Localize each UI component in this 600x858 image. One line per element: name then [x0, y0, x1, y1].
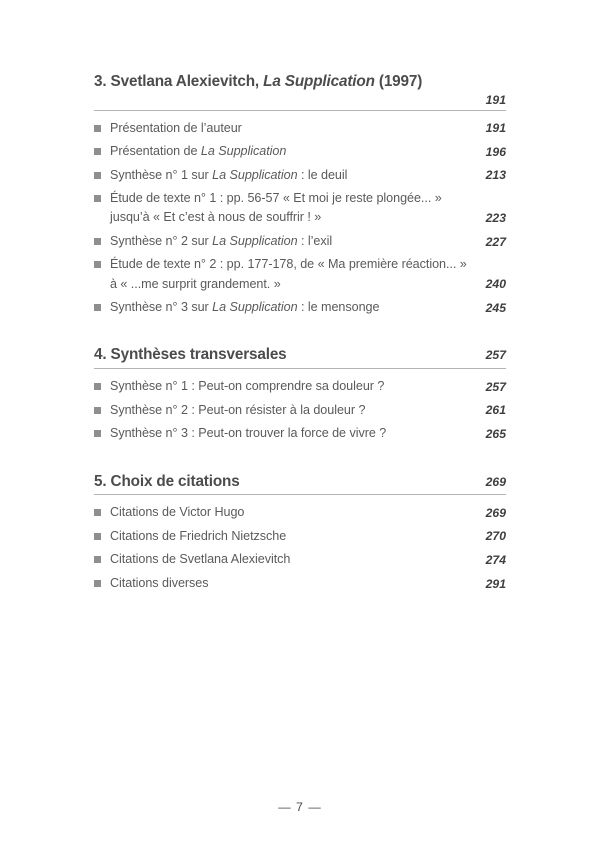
toc-entry-line — [110, 275, 467, 294]
section-title-work-title: La Supplication — [263, 73, 375, 90]
section-title-text: 3. Svetlana Alexievitch, — [94, 73, 264, 90]
section-page-number: 191 — [485, 92, 506, 107]
toc-entry-label — [110, 401, 365, 420]
toc-entry-line — [110, 401, 365, 420]
toc-entry-page-number: 274 — [485, 552, 506, 567]
entry-text-run: Citations de Svetlana Alexievitch — [110, 552, 291, 567]
toc-entry-label — [110, 550, 290, 569]
square-bullet-icon — [94, 304, 101, 311]
toc-entry[interactable] — [94, 399, 506, 423]
toc-entry[interactable] — [94, 422, 506, 446]
section-page-number: 269 — [485, 474, 506, 489]
toc-entry-left — [94, 255, 472, 293]
toc-entry[interactable] — [94, 572, 506, 596]
square-bullet-icon — [94, 172, 101, 179]
toc-entry-label — [110, 232, 332, 251]
entry-text-run: Synthèse n° 2 sur — [110, 233, 213, 248]
section-entry-list — [94, 111, 506, 320]
toc-entry-label — [110, 424, 386, 443]
square-bullet-icon — [94, 195, 101, 202]
work-title: La Supplication — [200, 144, 287, 159]
square-bullet-icon — [94, 533, 101, 540]
toc-entry-page-number: 269 — [485, 505, 506, 520]
toc-entry-left — [94, 401, 472, 420]
square-bullet-icon — [94, 238, 101, 245]
entry-text-run: à « ...me surprit grandement. » — [110, 276, 281, 291]
toc-entry[interactable] — [94, 164, 506, 188]
work-title: La Supplication — [212, 233, 298, 248]
section-heading — [94, 472, 506, 496]
section-title[interactable] — [94, 472, 240, 492]
toc-entry-line — [110, 189, 442, 208]
toc-entry-page-number: 196 — [485, 144, 506, 159]
section-entry-list — [94, 495, 506, 595]
entry-text-run: Synthèse n° 1 sur — [110, 167, 213, 182]
entry-text-run: Synthèse n° 3 sur — [110, 300, 213, 315]
toc-entry-line — [110, 119, 242, 138]
section-title-text: 5. Choix de citations — [94, 472, 240, 490]
toc-entry-left — [94, 166, 472, 185]
entry-text-run: Étude de texte n° 2 : pp. 177-178, de « Ma première réaction... » — [110, 257, 467, 272]
toc-entry[interactable] — [94, 253, 506, 296]
toc-entry-left — [94, 377, 472, 396]
square-bullet-icon — [94, 407, 101, 414]
work-title: La Supplication — [212, 167, 298, 182]
section-title[interactable] — [94, 72, 506, 92]
square-bullet-icon — [94, 430, 101, 437]
toc-section — [94, 472, 506, 596]
square-bullet-icon — [94, 383, 101, 390]
toc-entry[interactable] — [94, 296, 506, 320]
toc-entry-page-number: 265 — [485, 426, 506, 441]
toc-entry-line — [110, 298, 379, 317]
section-title-text: 4. Synthèses transversales — [94, 346, 287, 364]
section-title[interactable] — [94, 345, 287, 365]
table-of-contents — [94, 72, 506, 595]
section-heading-row — [94, 345, 506, 365]
entry-text-run: Présentation de — [110, 144, 201, 159]
toc-entry-line — [110, 424, 386, 443]
entry-text-run: : le deuil — [297, 167, 348, 182]
toc-entry-left — [94, 527, 472, 546]
toc-entry-left — [94, 119, 472, 138]
entry-text-run: Synthèse n° 1 : Peut-on comprendre sa douleur ? — [110, 379, 385, 394]
toc-entry-left — [94, 142, 472, 161]
section-heading-row — [94, 72, 506, 107]
toc-entry-label — [110, 255, 467, 293]
entry-text-run: Synthèse n° 3 : Peut-on trouver la force de vivre ? — [110, 426, 387, 441]
page-footer — [0, 800, 600, 814]
toc-entry-label — [110, 298, 379, 317]
toc-entry-line — [110, 377, 384, 396]
section-heading — [94, 72, 506, 111]
section-heading — [94, 345, 506, 369]
toc-section — [94, 72, 506, 319]
square-bullet-icon — [94, 509, 101, 516]
toc-entry[interactable] — [94, 375, 506, 399]
toc-entry-page-number: 257 — [485, 379, 506, 394]
entry-text-run: : le mensonge — [297, 300, 380, 315]
work-title: La Supplication — [212, 300, 298, 315]
toc-entry[interactable] — [94, 140, 506, 164]
entry-text-run: jusqu’à « Et c’est à nous de souffrir ! » — [110, 210, 322, 225]
toc-entry-line — [110, 550, 290, 569]
section-heading-row — [94, 472, 506, 492]
section-title-year: (1997) — [374, 73, 423, 90]
toc-entry-left — [94, 424, 472, 443]
section-entry-list — [94, 369, 506, 446]
footer-page-number: — 7 — — [278, 800, 322, 814]
toc-entry-label — [110, 142, 286, 161]
toc-entry-left — [94, 189, 472, 227]
toc-entry[interactable] — [94, 230, 506, 254]
square-bullet-icon — [94, 261, 101, 268]
toc-entry-page-number: 261 — [485, 403, 506, 418]
toc-entry-label — [110, 189, 442, 227]
toc-entry-line — [110, 255, 467, 274]
toc-entry[interactable] — [94, 187, 506, 230]
toc-entry[interactable] — [94, 525, 506, 549]
toc-entry-line — [110, 503, 244, 522]
toc-entry-line — [110, 166, 347, 185]
square-bullet-icon — [94, 556, 101, 563]
toc-entry-label — [110, 166, 347, 185]
toc-entry-page-number: 227 — [485, 234, 506, 249]
toc-entry-label — [110, 574, 209, 593]
toc-entry-line — [110, 232, 332, 251]
toc-entry-page-number: 270 — [485, 529, 506, 544]
square-bullet-icon — [94, 125, 101, 132]
entry-text-run: Citations de Victor Hugo — [110, 505, 245, 520]
toc-entry[interactable] — [94, 117, 506, 141]
toc-entry-left — [94, 503, 472, 522]
toc-entry-page-number: 223 — [485, 211, 506, 226]
entry-text-run: Synthèse n° 2 : Peut-on résister à la douleur ? — [110, 402, 366, 417]
toc-entry-left — [94, 298, 472, 317]
toc-entry-line — [110, 208, 442, 227]
section-page-number: 257 — [485, 348, 506, 363]
toc-entry-left — [94, 574, 472, 593]
toc-entry-page-number: 291 — [485, 576, 506, 591]
toc-entry-line — [110, 527, 286, 546]
entry-text-run: Citations diverses — [110, 575, 209, 590]
entry-text-run: Étude de texte n° 1 : pp. 56-57 « Et moi je reste plongée... » — [110, 191, 442, 206]
entry-text-run: Présentation de l’auteur — [110, 120, 242, 135]
toc-entry-page-number: 240 — [485, 277, 506, 292]
toc-entry-label — [110, 119, 242, 138]
toc-entry-label — [110, 377, 384, 396]
toc-entry-left — [94, 550, 472, 569]
toc-section — [94, 345, 506, 445]
square-bullet-icon — [94, 148, 101, 155]
toc-entry-left — [94, 232, 472, 251]
toc-entry-line — [110, 574, 209, 593]
entry-text-run: Citations de Friedrich Nietzsche — [110, 528, 287, 543]
toc-entry[interactable] — [94, 548, 506, 572]
toc-entry-label — [110, 527, 286, 546]
toc-entry-page-number: 245 — [485, 300, 506, 315]
toc-entry-line — [110, 142, 286, 161]
entry-text-run: : l’exil — [297, 233, 333, 248]
toc-entry[interactable] — [94, 501, 506, 525]
toc-entry-page-number: 191 — [485, 121, 506, 136]
toc-entry-label — [110, 503, 244, 522]
toc-entry-page-number: 213 — [485, 168, 506, 183]
square-bullet-icon — [94, 580, 101, 587]
